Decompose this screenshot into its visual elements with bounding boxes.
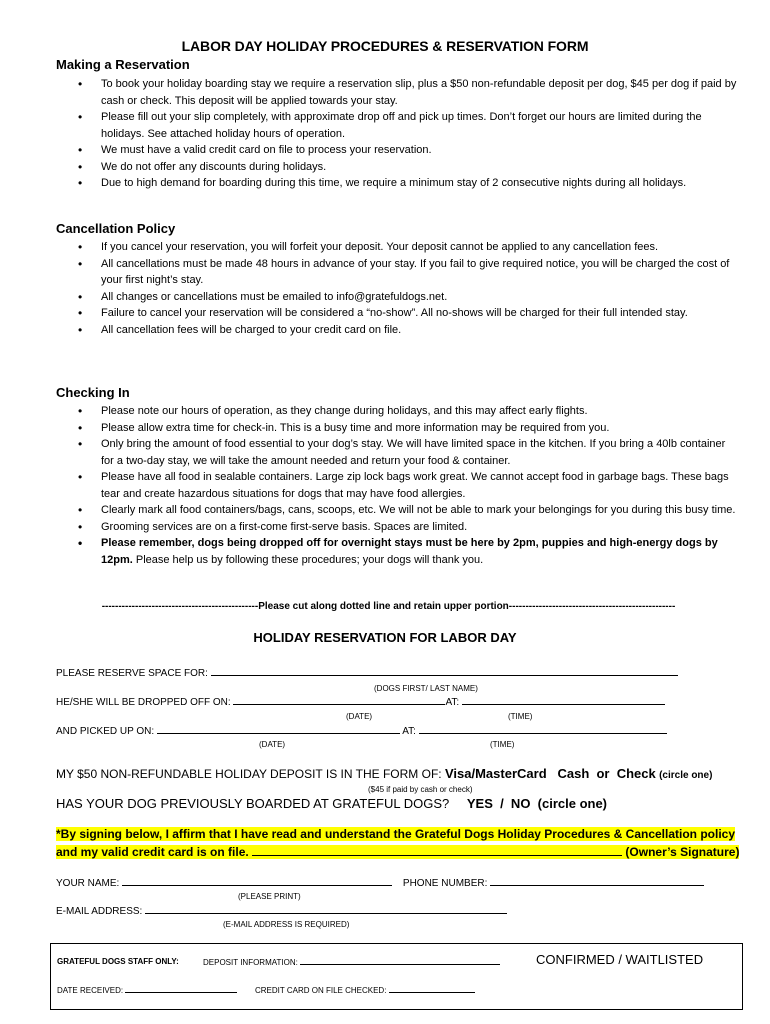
section-heading-cancellation: Cancellation Policy	[56, 221, 176, 236]
dropoff-date-field[interactable]	[233, 695, 445, 705]
cut-line-text: Please cut along dotted line and retain upper portion	[258, 601, 509, 612]
list-item: • Due to high demand for boarding during this time, we require a minimum stay of 2 consecutive nights during all holidays.	[78, 175, 738, 192]
pickup-row	[56, 724, 667, 737]
section-heading-checkin: Checking In	[56, 385, 130, 400]
list-item: • We must have a valid credit card on file to process your reservation.	[78, 142, 738, 159]
date-received-row	[57, 985, 237, 995]
form-title: LABOR DAY HOLIDAY PROCEDURES & RESERVATION FORM	[181, 38, 589, 54]
pickup-label: AND PICKED UP ON:	[56, 726, 155, 737]
date-received-field[interactable]	[125, 985, 237, 993]
pickup-time-field[interactable]	[419, 724, 667, 734]
list-item: • All cancellations must be made 48 hours in advance of your stay. If you fail to give required notice, you will be charged the cost of your first night’s stay.	[78, 256, 738, 289]
pickup-date-field[interactable]	[157, 724, 400, 734]
deposit-hint: ($45 if paid by cash or check)	[368, 785, 473, 794]
important-text: Please remember, dogs being dropped off for overnight stays must be here by 2pm, puppies and high-energy dogs by 12pm.	[101, 537, 718, 566]
making-list	[78, 76, 738, 192]
deposit-info-row	[203, 957, 500, 967]
list-item: • Clearly mark all food containers/bags, cans, scoops, etc. We will not be able to mark your belongings for you during this busy time.	[78, 502, 738, 519]
name-field[interactable]	[122, 876, 392, 886]
checkin-list	[78, 403, 738, 568]
cc-checked-row	[255, 985, 475, 995]
list-item: • Grooming services are on a first-come first-serve basis. Spaces are limited.	[78, 519, 738, 536]
important-tail: Please help us by following these procedures; your dogs will thank you.	[132, 553, 484, 566]
reserve-hint: (DOGS FIRST/ LAST NAME)	[374, 684, 478, 693]
list-item: • We do not offer any discounts during holidays.	[78, 159, 738, 176]
name-phone-row	[56, 876, 704, 889]
boarded-row	[56, 796, 607, 811]
dropoff-at-label: AT:	[445, 697, 460, 708]
list-item: • Please allow extra time for check-in. This is a busy time and more information may be required from you.	[78, 420, 738, 437]
cc-checked-label: CREDIT CARD ON FILE CHECKED:	[255, 986, 387, 995]
boarded-label: HAS YOUR DOG PREVIOUSLY BOARDED AT GRATEFUL DOGS?	[56, 796, 450, 811]
pickup-time-hint: (TIME)	[490, 740, 515, 749]
dropoff-row	[56, 695, 665, 708]
phone-label: PHONE NUMBER:	[402, 878, 488, 889]
staff-only-label: GRATEFUL DOGS STAFF ONLY:	[57, 957, 179, 966]
deposit-options[interactable]: Visa/MasterCard Cash or Check	[444, 766, 656, 781]
affirmation-line-2	[56, 845, 739, 859]
confirmed-waitlisted[interactable]: CONFIRMED / WAITLISTED	[536, 952, 704, 967]
dropoff-date-hint: (DATE)	[346, 712, 373, 721]
deposit-row	[56, 766, 712, 781]
list-item: • Failure to cancel your reservation will be considered a “no-show”. All no-shows will be charged for their full intended stay.	[78, 305, 738, 322]
list-item: • Please fill out your slip completely, with approximate drop off and pick up times. Don’t forget our hours are limited during the holidays. See attached holiday hours of operation.	[78, 109, 738, 142]
deposit-info-label: DEPOSIT INFORMATION:	[203, 958, 298, 967]
cut-dashes-right: --------------------------------------------------	[508, 601, 676, 612]
dropoff-label: HE/SHE WILL BE DROPPED OFF ON:	[56, 697, 231, 708]
cc-checked-field[interactable]	[389, 985, 475, 993]
list-item: • All cancellation fees will be charged to your credit card on file.	[78, 322, 738, 339]
list-item: • Only bring the amount of food essential to your dog’s stay. We will have limited space in the kitchen. If you bring a 40lb container for a two-day stay, we will take the amount needed and return your food & container.	[78, 436, 738, 469]
reservation-heading: HOLIDAY RESERVATION FOR LABOR DAY	[253, 630, 517, 645]
dropoff-time-hint: (TIME)	[508, 712, 533, 721]
email-row	[56, 904, 507, 917]
print-hint: (PLEASE PRINT)	[238, 892, 301, 901]
section-heading-making: Making a Reservation	[56, 57, 190, 72]
list-item: • All changes or cancellations must be emailed to info@gratefuldogs.net.	[78, 289, 738, 306]
reserve-row	[56, 666, 678, 679]
dropoff-time-field[interactable]	[462, 695, 665, 705]
deposit-label: MY $50 NON-REFUNDABLE HOLIDAY DEPOSIT IS IN THE FORM OF:	[56, 767, 442, 781]
list-item: • Please note our hours of operation, as they change during holidays, and this may affect early flights.	[78, 403, 738, 420]
deposit-info-field[interactable]	[300, 957, 500, 965]
owner-signature-field[interactable]	[252, 845, 622, 856]
phone-field[interactable]	[490, 876, 704, 886]
reserve-label: PLEASE RESERVE SPACE FOR:	[56, 668, 208, 679]
affirmation-text: and my valid credit card is on file.	[56, 845, 249, 859]
owner-signature-label: (Owner’s Signature)	[625, 845, 740, 859]
cut-line	[56, 601, 721, 612]
date-received-label: DATE RECEIVED:	[57, 986, 124, 995]
email-label: E-MAIL ADDRESS:	[56, 906, 143, 917]
pickup-date-hint: (DATE)	[259, 740, 286, 749]
affirmation	[56, 825, 744, 861]
email-hint: (E-MAIL ADDRESS IS REQUIRED)	[223, 920, 350, 929]
list-item: • To book your holiday boarding stay we require a reservation slip, plus a $50 non-refundable deposit per dog, $45 per dog if paid by cash or check. This deposit will be applied towards your stay.	[78, 76, 738, 109]
list-item: • Please have all food in sealable containers. Large zip lock bags work great. We cannot accept food in garbage bags. These bags tear and create hazardous situations for dogs that may have food allergies.	[78, 469, 738, 502]
cut-dashes-left: -----------------------------------------------	[101, 601, 259, 612]
pickup-at-label: AT:	[402, 726, 416, 737]
dog-name-field[interactable]	[211, 666, 678, 676]
cancellation-list	[78, 239, 738, 338]
affirmation-line-1: *By signing below, I affirm that I have read and understand the Grateful Dogs Holiday Procedures & Cancellation policy	[56, 827, 736, 841]
boarded-options[interactable]: YES / NO (circle one)	[466, 796, 608, 811]
list-item-important	[78, 535, 738, 568]
name-label: YOUR NAME:	[56, 878, 120, 889]
email-field[interactable]	[145, 904, 507, 914]
list-item: • If you cancel your reservation, you will forfeit your deposit. Your deposit cannot be applied to any cancellation fees.	[78, 239, 738, 256]
deposit-circle-note: (circle one)	[659, 770, 713, 781]
